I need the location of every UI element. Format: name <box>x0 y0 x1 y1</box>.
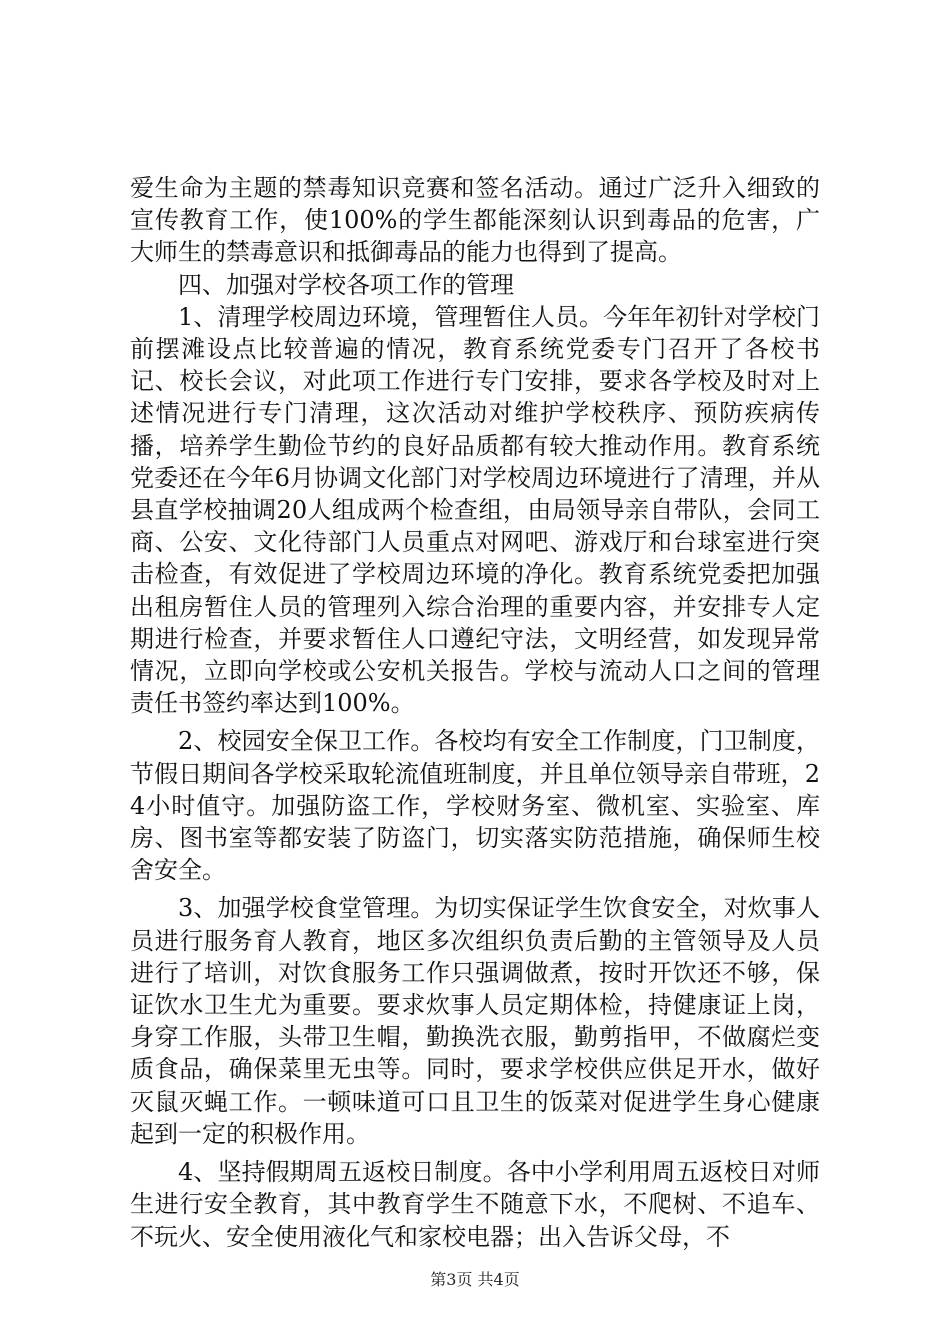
section-heading: 四、加强对学校各项工作的管理 <box>178 270 514 299</box>
page-footer: 第3页 共4页 <box>430 1270 520 1289</box>
paragraph-item-4: 4、坚持假期周五返校日制度。各中小学利用周五返校日对师生进行安全教育，其中教育学生不随意下水，不爬树、不追车、不玩火、安全使用液化气和家校电器；出入告诉父母，不 <box>130 1158 820 1251</box>
paragraph-item-1: 1、清理学校周边环境，管理暂住人员。今年年初针对学校门前摆滩设点比较普遍的情况，教育系统党委专门召开了各校书记、校长会议，对此项工作进行专门安排，要求各学校及时对上述情况进行专门清理，这次活动对维护学校秩序、预防疾病传播，培养学生勤俭节约的良好品质都有较大推动作用。教育系统党委还在今年6月协调文化部门对学校周边环境进行了清理，并从县直学校抽调20人组成两个检查组，由局领导亲自带队，会同工商、公安、文化待部门人员重点对网吧、游戏厅和台球室进行突击检查，有效促进了学校周边环境的净化。教育系统党委把加强出租房暂住人员的管理列入综合治理的重要内容，并安排专人定期进行检查，并要求暂住人口遵纪守法，文明经营，如发现异常情况，立即向学校或公安机关报告。学校与流动人口之间的管理责任书签约率达到100%。 <box>130 302 820 718</box>
paragraph-item-3: 3、加强学校食堂管理。为切实保证学生饮食安全，对炊事人员进行服务育人教育，地区多次组织负责后勤的主管领导及人员进行了培训，对饮食服务工作只强调做煮，按时开饮还不够，保证饮水卫生尤为重要。要求炊事人员定期体检，持健康证上岗，身穿工作服，头带卫生帽，勤换洗衣服，勤剪指甲，不做腐烂变质食品，确保菜里无虫等。同时，要求学校供应供足开水，做好灭鼠灭蝇工作。一顿味道可口且卫生的饭菜对促进学生身心健康起到一定的积极作用。 <box>130 894 820 1148</box>
body-text <box>130 172 820 1253</box>
paragraph-continuation: 爱生命为主题的禁毒知识竞赛和签名活动。通过广泛升入细致的宣传教育工作，使100%的学生都能深刻认识到毒品的危害，广大师生的禁毒意识和抵御毒品的能力也得到了提高。 <box>130 174 820 267</box>
paragraph-item-2: 2、校园安全保卫工作。各校均有安全工作制度，门卫制度，节假日期间各学校采取轮流值班制度，并且单位领导亲自带班，24小时值守。加强防盗工作，学校财务室、微机室、实验室、库房、图书室等都安装了防盗门，切实落实防范措施，确保师生校舍安全。 <box>130 727 820 885</box>
